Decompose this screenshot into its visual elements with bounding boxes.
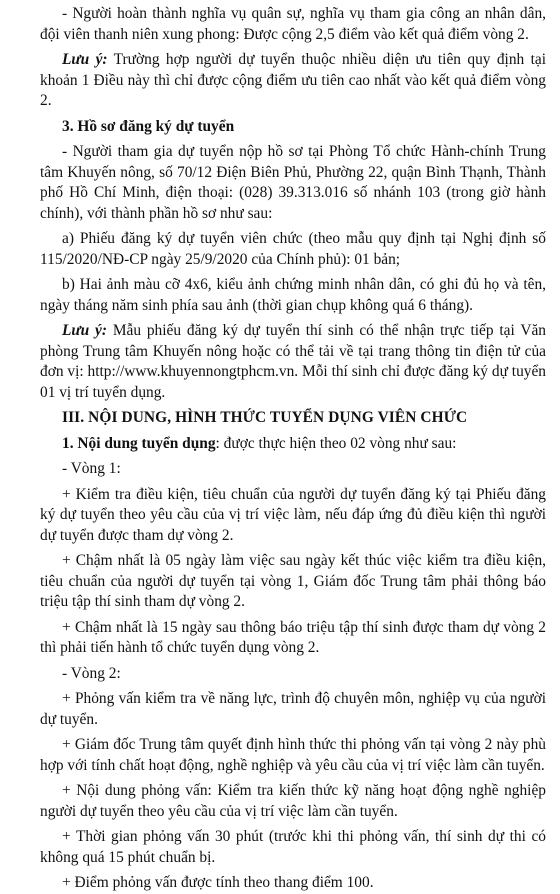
note-label: Lưu ý: <box>62 51 108 68</box>
round-2-item: + Nội dung phỏng vấn: Kiểm tra kiến thức kỹ năng hoạt động nghề nghiệp người dự tuyển theo yêu cầu của vị trí việc làm cần tuyển. <box>40 782 546 820</box>
round-2-item: + Điểm phỏng vấn được tính theo thang điểm 100. <box>62 874 374 891</box>
section-III-heading: III. NỘI DUNG, HÌNH THỨC TUYỂN DỤNG VIÊN CHỨC <box>62 409 468 426</box>
round-2-item: + Giám đốc Trung tâm quyết định hình thức thi phỏng vấn tại vòng 2 này phù hợp với tính chất hoạt động, nghề nghiệp và yêu cầu của vị trí việc làm cần tuyển. <box>40 736 546 774</box>
section-3-heading: 3. Hồ sơ đăng ký dự tuyển <box>62 117 235 135</box>
round-1-item: + Kiểm tra điều kiện, tiêu chuẩn của người dự tuyển đăng ký tại Phiếu đăng ký dự tuyển theo yêu cầu của vị trí việc làm, nếu đáp ứng đủ điều kiện thì người dự tuyển được tham dự vòng 2. <box>40 485 546 544</box>
note-text: Mẫu phiếu đăng ký dự tuyển thí sinh có thể nhận trực tiếp tại Văn phòng Trung tâm Khuyến nông hoặc có thể tải về tại trang thông tin điện tử của đơn vị: http://www.khuyennongtphcm.vn. Mỗi thí sinh chỉ được đăng ký dự tuyển 01 vị trí tuyển dụng. <box>40 322 546 401</box>
content-text: : được thực hiện theo 02 vòng như sau: <box>215 434 457 452</box>
priority-note-paragraph <box>40 50 546 112</box>
form-note-paragraph <box>40 321 546 403</box>
note-label: Lưu ý: <box>62 322 107 339</box>
document-item-a: a) Phiếu đăng ký dự tuyển viên chức (theo mẫu quy định tại Nghị định số 115/2020/NĐ-CP ngày 25/9/2020 của Chính phủ): 01 bản; <box>40 230 546 268</box>
round-2-item: + Thời gian phỏng vấn 30 phút (trước khi thi phỏng vấn, thí sinh dự thi có không quá 15 phút chuẩn bị. <box>40 828 546 866</box>
recruitment-content-paragraph <box>40 434 546 455</box>
document-item-b: b) Hai ảnh màu cỡ 4x6, kiểu ảnh chứng minh nhân dân, có ghi đủ họ và tên, ngày tháng năm sinh phía sau ảnh (thời gian chụp không quá 6 tháng). <box>40 276 546 314</box>
round-2-label: - Vòng 2: <box>62 664 121 682</box>
reservist-paragraph: - Người hoàn thành nghĩa vụ quân sự, nghĩa vụ tham gia công an nhân dân, đội viên thanh niên xung phong: Được cộng 2,5 điểm vào kết quả điểm vòng 2. <box>40 5 546 43</box>
round-1-item: + Chậm nhất là 15 ngày sau thông báo triệu tập thí sinh được tham dự vòng 2 thì phải tiến hành tổ chức tuyển dụng vòng 2. <box>40 618 546 656</box>
round-1-item: + Chậm nhất là 05 ngày làm việc sau ngày kết thúc việc kiểm tra điều kiện, tiêu chuẩn của người dự tuyển tại vòng 1, Giám đốc Trung tâm phải thông báo triệu tập thí sinh tham dự vòng 2. <box>40 552 546 610</box>
submission-intro-paragraph: - Người tham gia dự tuyển nộp hồ sơ tại Phòng Tổ chức Hành-chính Trung tâm Khuyến nông, số 70/12 Điện Biên Phủ, Phường 22, quận Bình Thạnh, Thành phố Hồ Chí Minh, điện thoại: (028) 39.313.016 số nhánh 103 (trong giờ hành chính), với thành phần hồ sơ như sau: <box>40 143 546 222</box>
round-2-item: + Phỏng vấn kiểm tra về năng lực, trình độ chuyên môn, nghiệp vụ của người dự tuyển. <box>40 690 546 728</box>
note-text: Trường hợp người dự tuyển thuộc nhiều diện ưu tiên quy định tại khoản 1 Điều này thì chỉ được cộng điểm ưu tiên cao nhất vào kết quả điểm vòng 2. <box>40 51 546 109</box>
round-1-label: - Vòng 1: <box>62 460 121 477</box>
content-label: 1. Nội dung tuyển dụng <box>62 434 216 452</box>
